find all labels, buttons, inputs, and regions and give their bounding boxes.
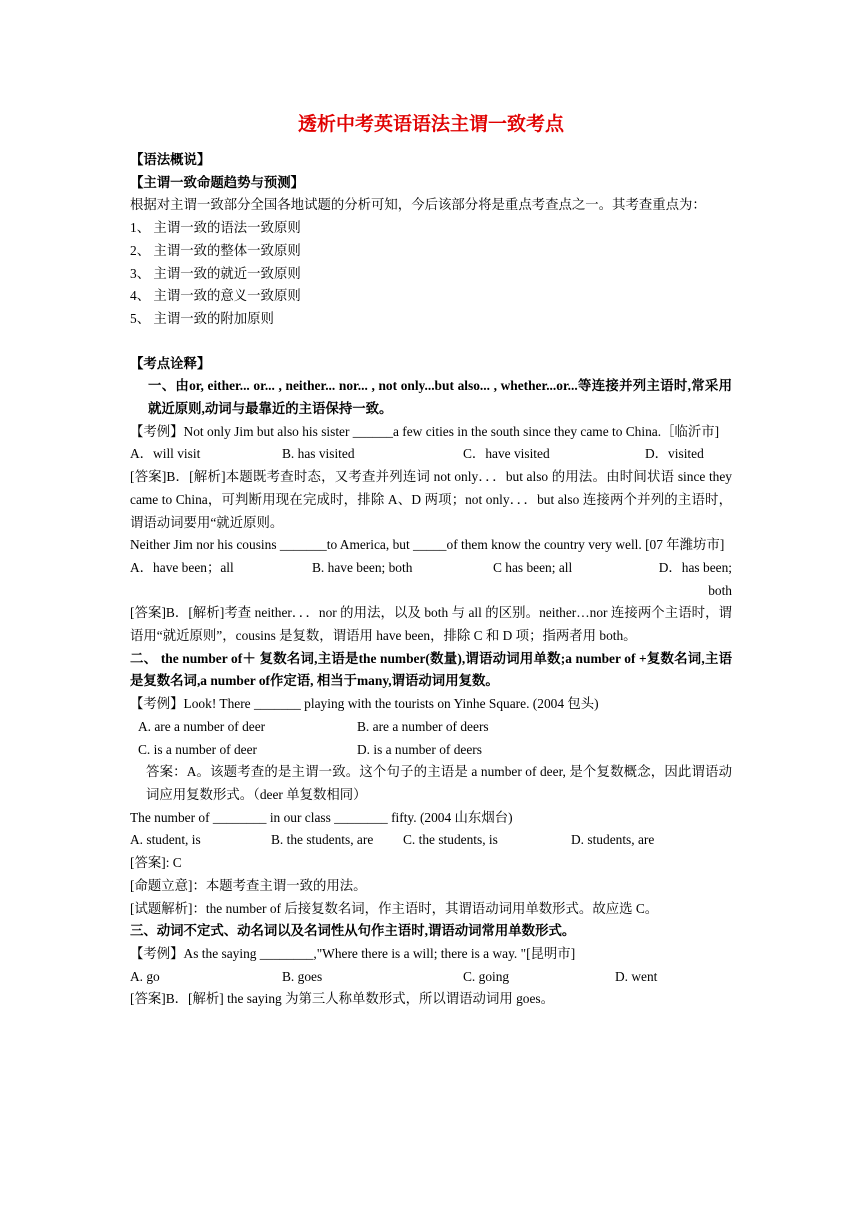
document-title: 透析中考英语语法主谓一致考点: [297, 114, 564, 135]
question-three: 【考例】Look! There _______ playing with the tourists on Yinhe Square. (2004 包头): [130, 696, 599, 712]
option-c: C. the students, is: [403, 832, 498, 848]
intro-paragraph: 根据对主谓一致部分全国各地试题的分析可知，今后该部分将是重点考查点之一。其考查重点为：: [130, 197, 706, 213]
question-four-options: [130, 829, 732, 852]
document-page: [130, 112, 732, 1011]
question-one-options: [130, 443, 732, 466]
principle-item: 5、 主谓一致的附加原则: [130, 310, 274, 326]
option-b: B. have been; both: [312, 559, 413, 575]
option-a: A. student, is: [130, 832, 201, 848]
rule-one: 一、由or, either... or... , neither... nor... , not only...but also... , whether...or...等连接并列主语时,常采用就近原则,动词与最靠近的主语保持一致。: [148, 378, 732, 417]
option-c: C. is a number of deer: [138, 741, 257, 757]
question-two-options: [130, 557, 732, 602]
question-three-options-row1: [130, 716, 732, 739]
option-c: C has been; all: [493, 559, 573, 575]
question-four-analysis: [试题解析]：the number of 后接复数名词，作主语时，其谓语动词用单数形式。故应选 C。: [130, 900, 659, 916]
section-heading-points: 【考点诠释】: [130, 355, 211, 371]
option-c: C. going: [463, 968, 510, 984]
question-five-answer: [答案]B．[解析] the saying 为第三人称单数形式，所以谓语动词用 goes。: [130, 991, 555, 1007]
option-a: A．have been；all: [130, 559, 234, 575]
question-two-answer: [答案]B．[解析]考查 neither．．．nor 的用法，以及 both 与 all 的区别。neither…nor 连接两个主语时，谓语用“就近原则”，cousins 是复数，谓语用 have been，排除 C 和 D 项；指两者用 both。: [130, 605, 732, 644]
question-four-answer: [答案]: C: [130, 855, 182, 871]
rule-three: 三、动词不定式、动名词以及名词性从句作主语时,谓语动词常用单数形式。: [130, 923, 576, 939]
principle-item: 2、 主谓一致的整体一致原则: [130, 242, 301, 258]
option-b: B. goes: [282, 968, 323, 984]
question-four: The number of ________ in our class ________ fifty. (2004 山东烟台): [130, 809, 513, 825]
principle-item: 1、 主谓一致的语法一致原则: [130, 220, 301, 236]
question-five: 【考例】As the saying ________,"Where there is a will; there is a way. "[昆明市]: [130, 945, 576, 961]
option-c: C．have visited: [463, 446, 550, 462]
question-three-options-row2: [130, 739, 732, 762]
question-four-intent: [命题立意]：本题考查主谓一致的用法。: [130, 877, 367, 893]
option-b: B. are a number of deers: [357, 718, 489, 734]
option-a: A．will visit: [130, 446, 201, 462]
option-a: A. are a number of deer: [138, 718, 266, 734]
option-a: A. go: [130, 968, 160, 984]
option-d: D. is a number of deers: [357, 741, 482, 757]
question-one-answer: [答案]B．[解析]本题既考查时态，又考查并列连词 not only．．．but also 的用法。由时间状语 since they came to China，可判断用现在完成时，排除 A、D 两项；not only．．．but also 连接两个并列的主语时，谓语动词要用“就近原则。: [130, 469, 732, 530]
rule-two: 二、 the number of＋ 复数名词,主语是the number(数量),谓语动词用单数;a number of +复数名词,主语是复数名词,a number of作定语, 相当于many,谓语动词用复数。: [130, 650, 732, 689]
option-d: D．has been; both: [658, 559, 732, 598]
option-b: B. the students, are: [271, 832, 374, 848]
option-d: D．visited: [645, 446, 704, 462]
principle-item: 3、 主谓一致的就近一致原则: [130, 265, 301, 281]
section-heading-trend: 【主谓一致命题趋势与预测】: [130, 174, 305, 190]
question-five-options: [130, 966, 732, 989]
section-heading-overview: 【语法概说】: [130, 152, 211, 167]
principle-item: 4、 主谓一致的意义一致原则: [130, 288, 301, 304]
option-d: D. went: [615, 968, 658, 984]
question-two: Neither Jim nor his cousins _______to America, but _____of them know the country very well. [07 年潍坊市]: [130, 537, 725, 553]
option-d: D. students, are: [571, 832, 655, 848]
question-three-answer: 答案：A。该题考查的是主谓一致。这个句子的主语是 a number of deer, 是个复数概念，因此谓语动词应用复数形式。（deer 单复数相同）: [146, 764, 732, 802]
question-one: 【考例】Not only Jim but also his sister ______a few cities in the south since they came to China.［临沂市]: [130, 423, 720, 439]
option-b: B. has visited: [282, 446, 355, 462]
